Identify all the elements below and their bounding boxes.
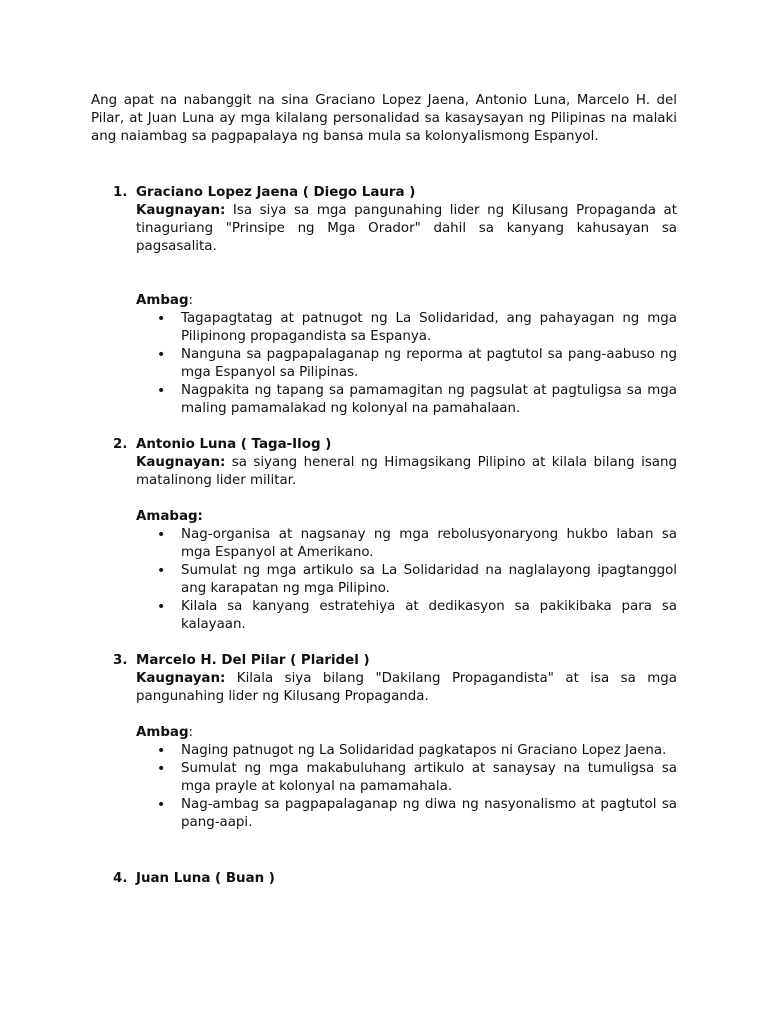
list-item-text: Kilala sa kanyang estratehiya at dedikasyon sa pakikibaka para sa kalayaan. [181,599,677,632]
kaugnayan-label: Kaugnayan: [136,455,226,470]
list-item [136,760,677,796]
list-item [136,346,677,382]
bullet-icon: • [157,347,166,363]
kaugnayan-text: Isa siya sa mga pangunahing lider ng Kilusang Propaganda at tinaguriang "Prinsipe ng Mga Orador" dahil sa kanyang kahusayan sa pagsasalita. [136,203,677,254]
ambag-label: Amabag: [136,509,203,524]
ambag-list [136,310,677,418]
ambag-label: Ambag [136,725,189,740]
ambag-heading [136,724,677,742]
list-item [136,742,677,760]
list-item-text: Naging patnugot ng La Solidaridad pagkatapos ni Graciano Lopez Jaena. [181,743,667,758]
list-item-text: Sumulat ng mga artikulo sa La Solidaridad na naglalayong ipagtanggol ang karapatan ng mga Pilipino. [181,563,677,596]
ambag-label: Ambag [136,293,189,308]
entry-name: Juan Luna ( Buan ) [136,871,275,886]
entry-graciano-lopez-jaena [91,184,677,418]
bullet-icon: • [157,563,166,579]
entry-number: 4. [113,871,128,886]
ambag-suffix: : [188,293,194,308]
list-item-text: Tagapagtatag at patnugot ng La Solidaridad, ang pahayagan ng mga Pilipinong propagandista sa Espanya. [181,311,677,344]
bullet-icon: • [157,311,166,327]
entry-name: Marcelo H. Del Pilar ( Plaridel ) [136,653,370,668]
list-item [136,562,677,598]
ambag-list [136,742,677,832]
entry-number: 1. [113,185,128,200]
entry-marcelo-h-del-pilar [91,652,677,832]
bullet-icon: • [157,797,166,813]
ambag-heading [136,508,677,526]
kaugnayan-paragraph [136,454,677,490]
kaugnayan-text: Kilala siya bilang "Dakilang Propagandista" at isa sa mga pangunahing lider ng Kilusang Propaganda. [136,671,677,704]
entry-number: 2. [113,437,128,452]
bullet-icon: • [157,743,166,759]
entry-juan-luna [91,870,677,888]
bullet-icon: • [157,599,166,615]
list-item [136,526,677,562]
list-item [136,796,677,832]
intro-paragraph: Ang apat na nabanggit na sina Graciano Lopez Jaena, Antonio Luna, Marcelo H. del Pilar, at Juan Luna ay mga kilalang personalidad sa kasaysayan ng Pilipinas na malaki ang naiambag sa pagpapalaya ng bansa mula sa kolonyalismong Espanyol. [91,93,677,144]
ambag-suffix: : [188,725,194,740]
entry-name: Antonio Luna ( Taga-Ilog ) [136,437,332,452]
list-item-text: Nanguna sa pagpapalaganap ng reporma at pagtutol sa pang-aabuso ng mga Espanyol sa Pilipinas. [181,347,677,380]
list-item [136,310,677,346]
kaugnayan-text: sa siyang heneral ng Himagsikang Pilipino at kilala bilang isang matalinong lider militar. [136,455,677,488]
bullet-icon: • [157,761,166,777]
kaugnayan-label: Kaugnayan: [136,671,226,686]
kaugnayan-paragraph [136,202,677,256]
bullet-icon: • [157,383,166,399]
entry-antonio-luna [91,436,677,634]
ambag-heading [136,292,677,310]
entry-number: 3. [113,653,128,668]
list-item [136,382,677,418]
kaugnayan-label: Kaugnayan: [136,203,226,218]
list-item-text: Nag-ambag sa pagpapalaganap ng diwa ng nasyonalismo at pagtutol sa pang-aapi. [181,797,677,830]
list-item [136,598,677,634]
kaugnayan-paragraph [136,670,677,706]
ambag-list [136,526,677,634]
bullet-icon: • [157,527,166,543]
document-page [91,92,677,888]
list-item-text: Sumulat ng mga makabuluhang artikulo at sanaysay na tumuligsa sa mga prayle at kolonyal na pamamahala. [181,761,677,794]
list-item-text: Nagpakita ng tapang sa pamamagitan ng pagsulat at pagtuligsa sa mga maling pamamalakad ng kolonyal na pamahalaan. [181,383,677,416]
list-item-text: Nag-organisa at nagsanay ng mga rebolusyonaryong hukbo laban sa mga Espanyol at Amerikano. [181,527,677,560]
entry-name: Graciano Lopez Jaena ( Diego Laura ) [136,185,416,200]
